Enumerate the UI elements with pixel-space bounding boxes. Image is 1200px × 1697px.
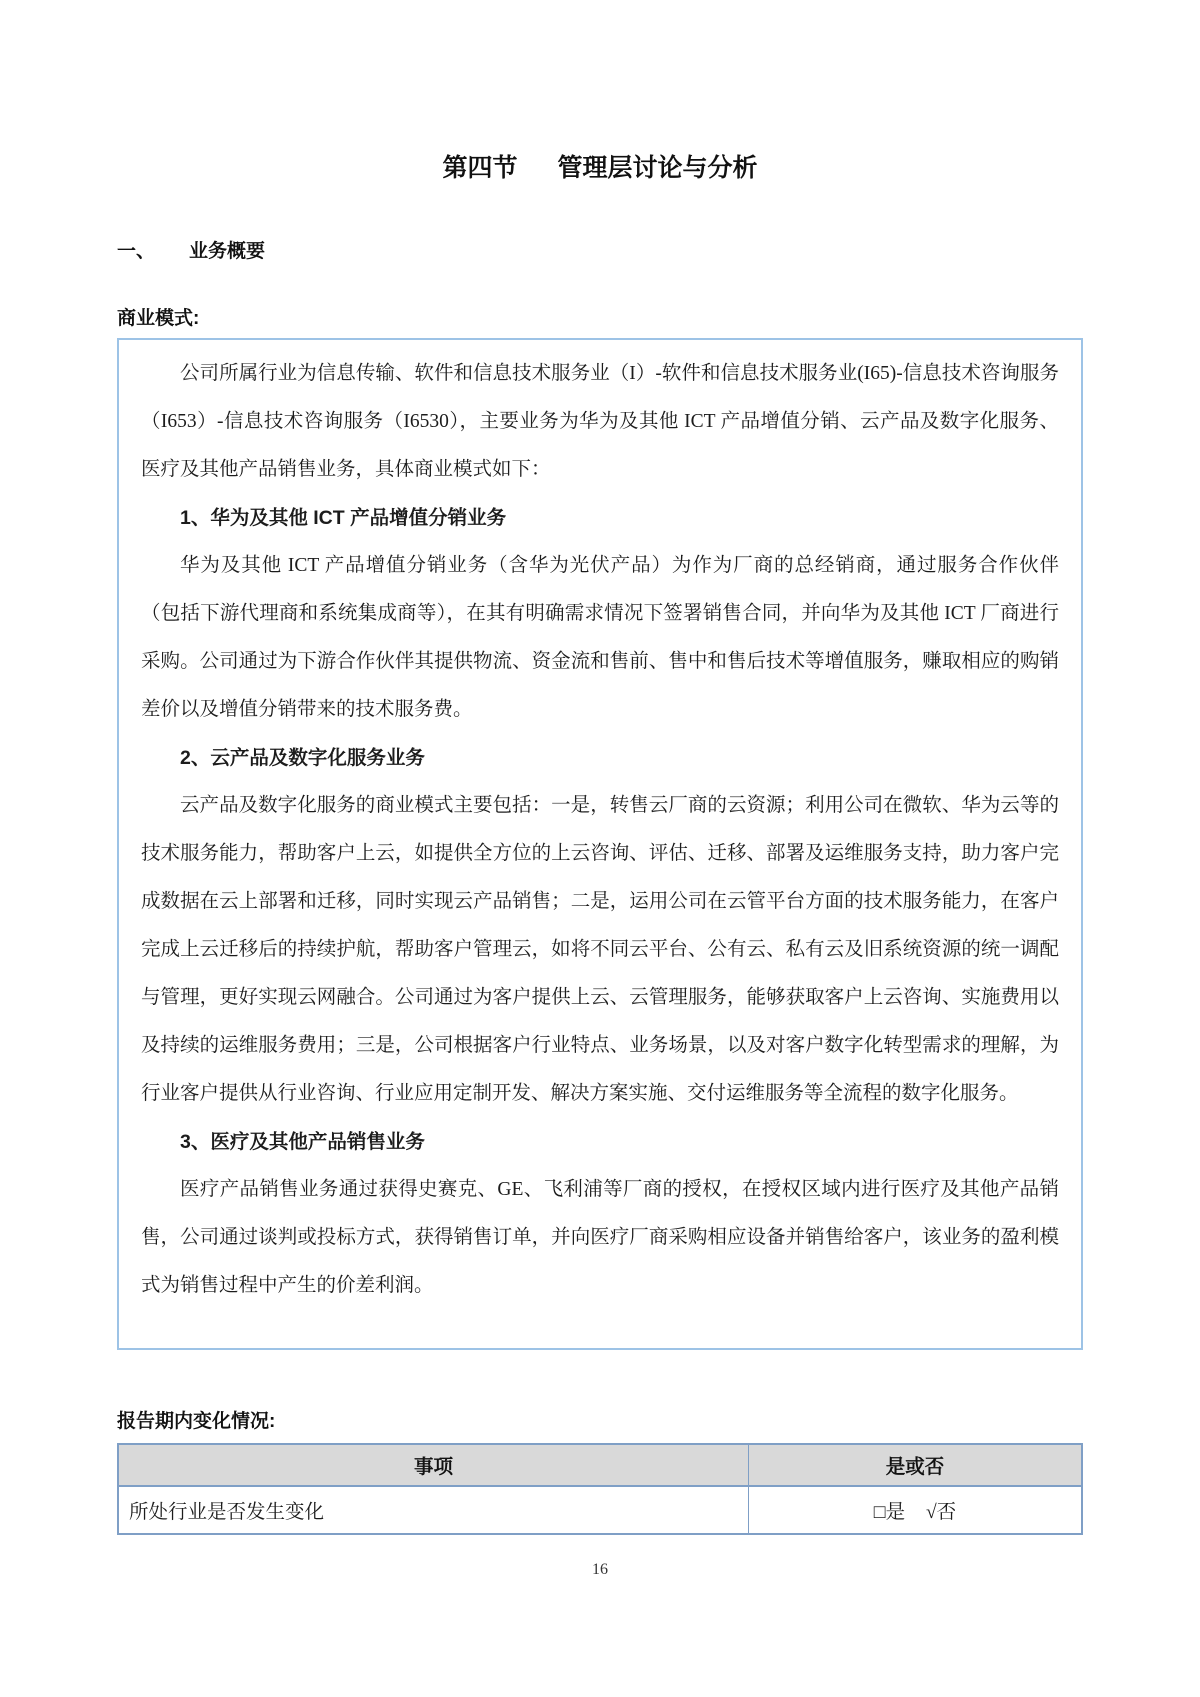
business-model-box: [117, 338, 1083, 1350]
checkbox-yes-option: □是: [873, 1502, 906, 1523]
paragraph-cloud-services: 云产品及数字化服务的商业模式主要包括：一是，转售云厂商的云资源；利用公司在微软、华为云等的技术服务能力，帮助客户上云，如提供全方位的上云咨询、评估、迁移、部署及运维服务支持，助力客户完成数据在云上部署和迁移，同时实现云产品销售；二是，运用公司在云管平台方面的技术服务能力，在客户完成上云迁移后的持续护航，帮助客户管理云，如将不同云平台、公有云、私有云及旧系统资源的统一调配与管理，更好实现云网融合。公司通过为客户提供上云、云管理服务，能够获取客户上云咨询、实施费用以及持续的运维服务费用；三是，公司根据客户行业特点、业务场景，以及对客户数字化转型需求的理解，为行业客户提供从行业咨询、行业应用定制开发、解决方案实施、交付运维服务等全流程的数字化服务。: [141, 795, 1059, 1104]
paragraph-ict-distribution: 华为及其他 ICT 产品增值分销业务（含华为光伏产品）为作为厂商的总经销商，通过服务合作伙伴（包括下游代理商和系统集成商等），在其有明确需求情况下签署销售合同，并向华为及其他 ICT 厂商进行采购。公司通过为下游合作伙伴其提供物流、资金流和售前、售中和售后技术等增值服务，赚取相应的购销差价以及增值分销带来的技术服务费。: [141, 555, 1059, 720]
page-title-text: 管理层讨论与分析: [557, 154, 758, 182]
business-model-label: 商业模式:: [117, 308, 200, 329]
checkmark-no-option: √否: [925, 1502, 957, 1523]
subheading-cloud-services: 2、云产品及数字化服务业务: [180, 747, 425, 769]
section-heading-business-overview: [117, 236, 1083, 263]
changes-table: [117, 1443, 1083, 1535]
section-heading-label: 业务概要: [189, 241, 266, 262]
page-title: [117, 148, 1083, 184]
paragraph-medical-sales: 医疗产品销售业务通过获得史赛克、GE、飞利浦等厂商的授权，在授权区域内进行医疗及其他产品销售，公司通过谈判或投标方式，获得销售订单，并向医疗厂商采购相应设备并销售给客户，该业务的盈利模式为销售过程中产生的价差利润。: [141, 1179, 1059, 1296]
page-number: 16: [592, 1561, 608, 1578]
table-header-item: 事项: [118, 1444, 748, 1486]
table-row: [118, 1486, 1082, 1534]
table-cell-answer: [748, 1486, 1082, 1534]
table-header-row: [118, 1444, 1082, 1486]
paragraph-industry-classification: 公司所属行业为信息传输、软件和信息技术服务业（I）-软件和信息技术服务业(I65)-信息技术咨询服务（I653）-信息技术咨询服务（I6530），主要业务为华为及其他 ICT 产品增值分销、云产品及数字化服务、医疗及其他产品销售业务，具体商业模式如下：: [141, 363, 1059, 480]
table-cell-item: 所处行业是否发生变化: [118, 1486, 748, 1534]
subheading-ict-distribution: 1、华为及其他 ICT 产品增值分销业务: [180, 507, 507, 529]
page-title-section-number: 第四节: [442, 154, 518, 182]
section-heading-number: 一、: [117, 241, 156, 262]
table-header-yes-or-no: 是或否: [748, 1444, 1082, 1486]
reporting-period-changes-label: 报告期内变化情况:: [117, 1411, 276, 1432]
subheading-medical-sales: 3、医疗及其他产品销售业务: [180, 1131, 425, 1153]
